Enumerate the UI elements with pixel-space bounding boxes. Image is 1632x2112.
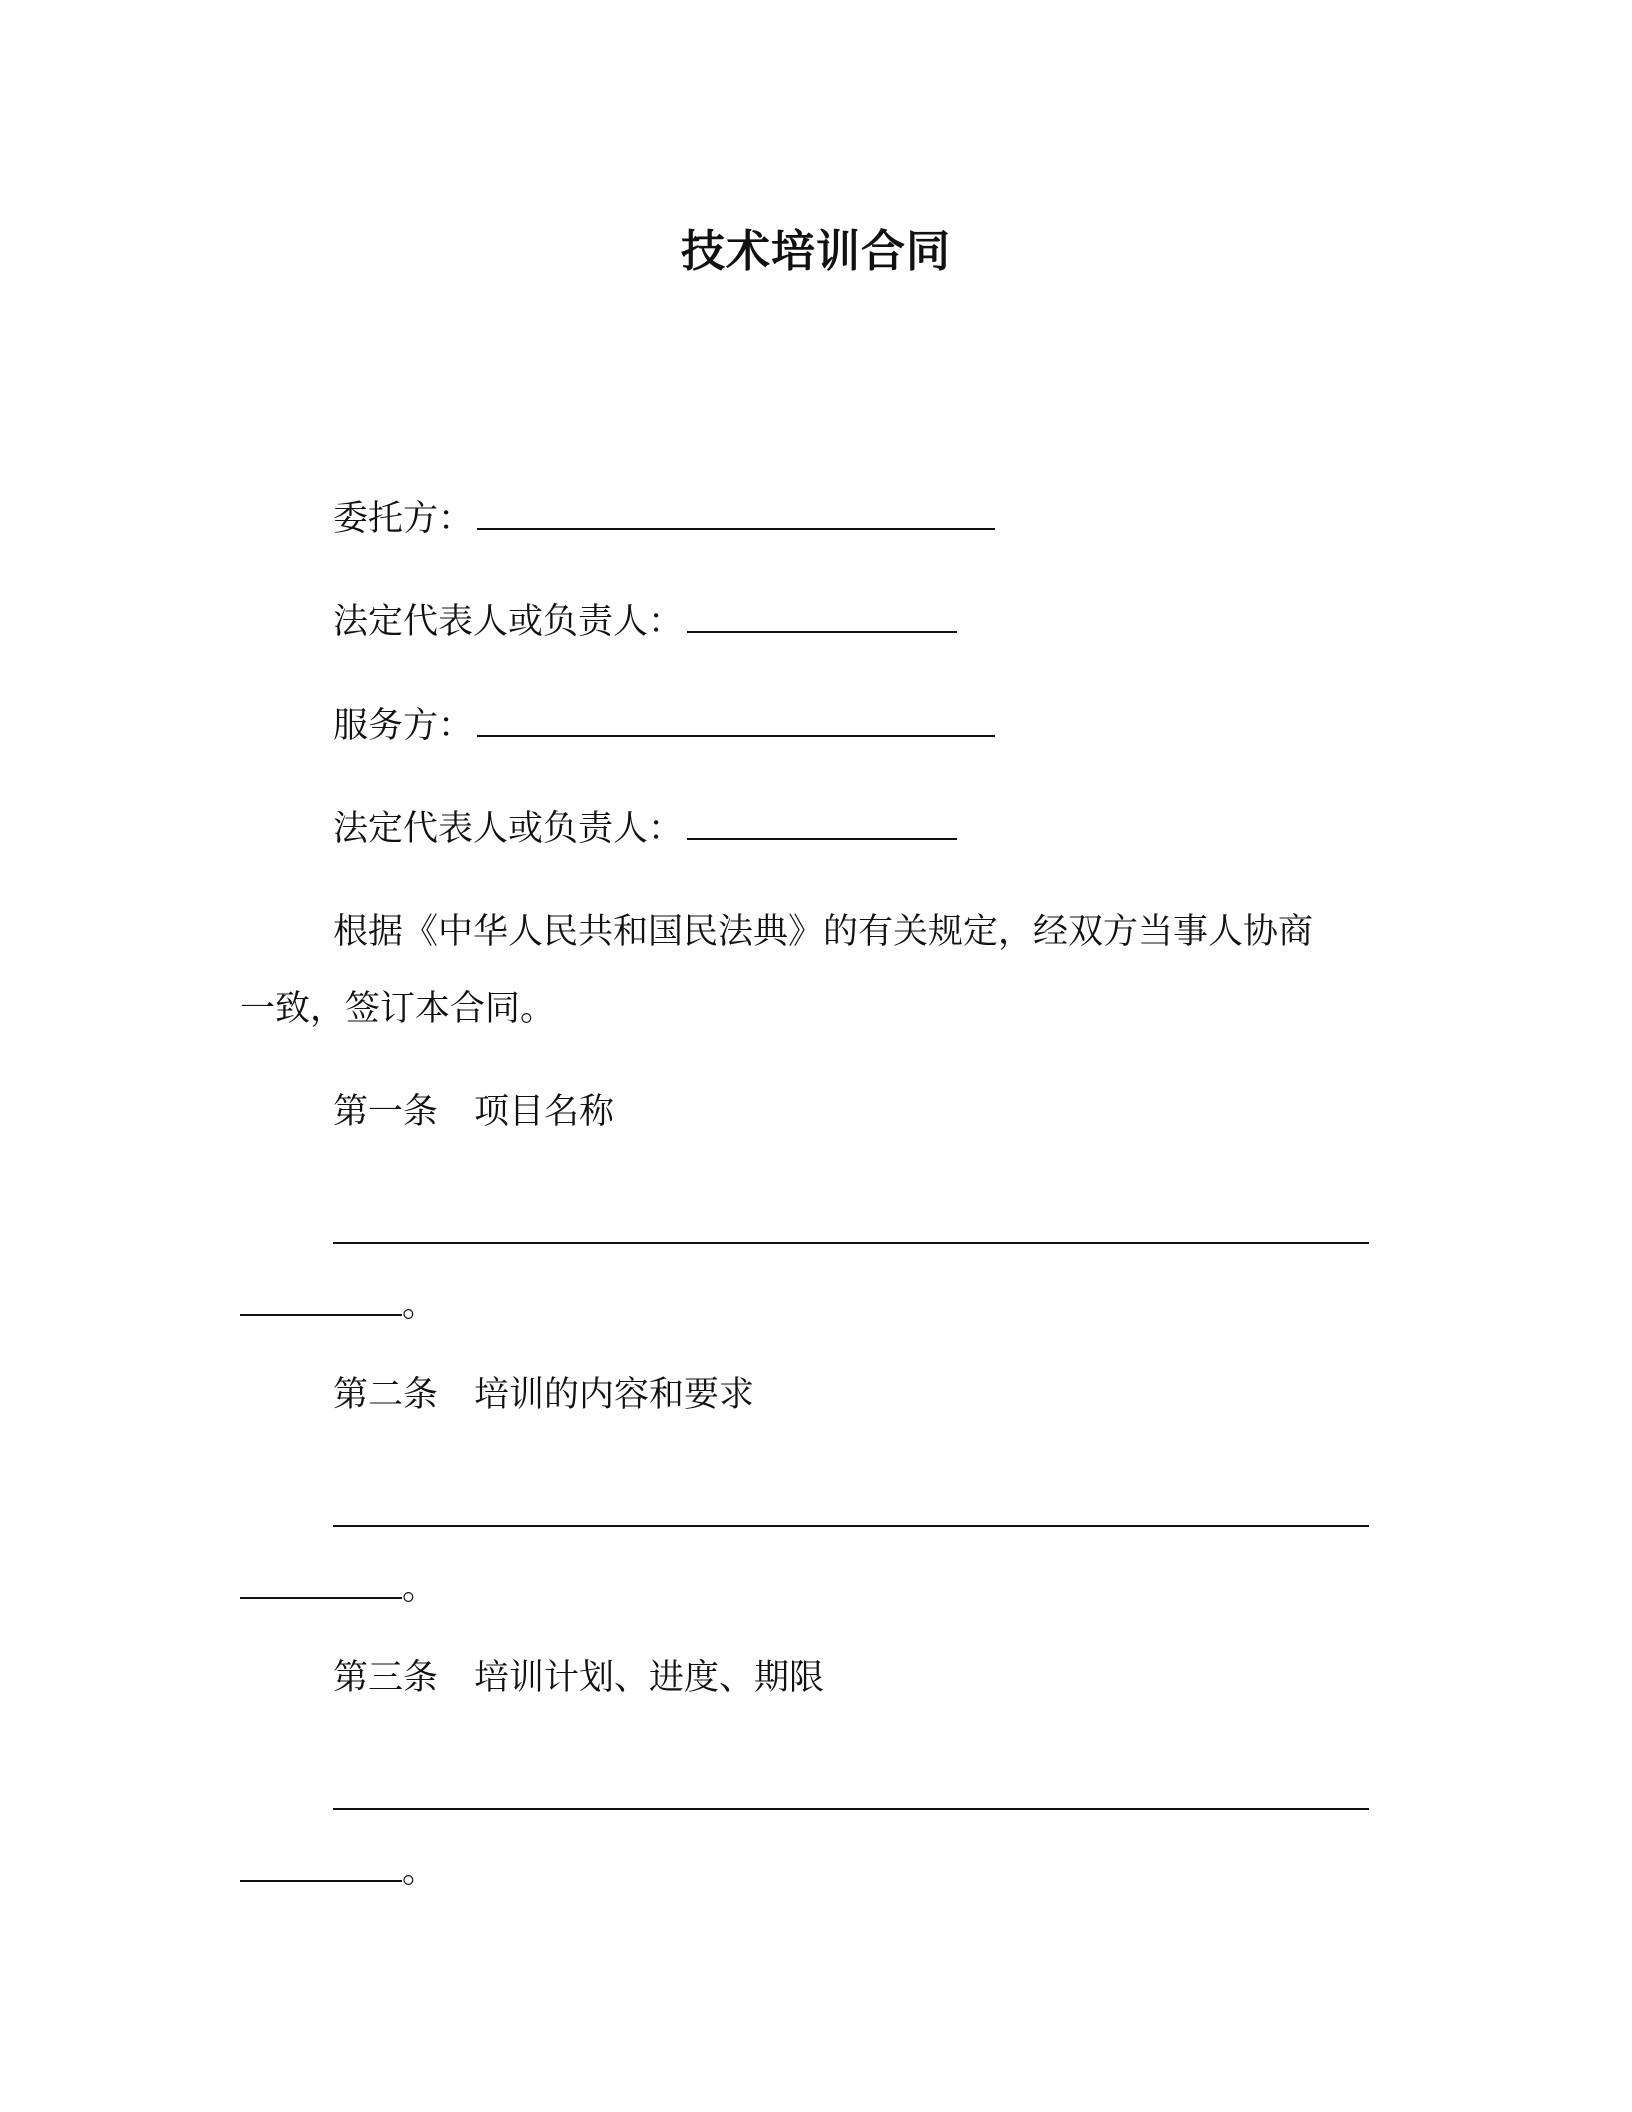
document-title: 技术培训合同 [681, 226, 951, 277]
article-2-title: 培训的内容和要求 [474, 1375, 755, 1415]
article-3-heading [333, 1654, 824, 1702]
party-provider [333, 701, 995, 750]
article-2-blank-line [333, 1491, 1369, 1540]
party-provider-blank[interactable] [477, 701, 995, 737]
party-client-representative-label: 法定代表人或负责人： [333, 602, 684, 642]
article-2-blank[interactable] [333, 1491, 1369, 1527]
party-client-representative [333, 597, 957, 646]
article-2-end-mark: 。 [402, 1568, 438, 1608]
article-3-title: 培训计划、进度、期限 [474, 1658, 825, 1698]
party-client-representative-blank[interactable] [687, 597, 957, 633]
article-3-blank-tail[interactable] [240, 1846, 402, 1882]
article-1-end-mark: 。 [402, 1285, 438, 1325]
article-1-blank[interactable] [333, 1208, 1369, 1244]
party-client-label: 委托方： [333, 499, 474, 539]
party-provider-representative [333, 804, 957, 853]
party-client [333, 494, 995, 543]
party-provider-label: 服务方： [333, 706, 474, 746]
article-2-blank-tail-line [240, 1563, 437, 1612]
article-1-blank-line [333, 1208, 1369, 1257]
party-provider-representative-label: 法定代表人或负责人： [333, 809, 684, 849]
article-1-heading [333, 1088, 614, 1136]
article-3-end-mark: 。 [402, 1851, 438, 1891]
article-2-blank-tail[interactable] [240, 1563, 402, 1599]
article-2-number: 第二条 [333, 1375, 439, 1415]
party-client-blank[interactable] [477, 494, 995, 530]
party-provider-representative-blank[interactable] [687, 804, 957, 840]
article-2-heading [333, 1371, 754, 1419]
article-3-blank-tail-line [240, 1846, 437, 1895]
article-1-blank-tail[interactable] [240, 1280, 402, 1316]
article-3-blank-line [333, 1774, 1369, 1823]
preamble-line-2: 一致，签订本合同。 [240, 989, 556, 1029]
article-3-number: 第三条 [333, 1658, 439, 1698]
article-1-blank-tail-line [240, 1280, 437, 1329]
article-1-number: 第一条 [333, 1092, 439, 1132]
preamble-line-1: 根据《中华人民共和国民法典》的有关规定，经双方当事人协商 [333, 912, 1314, 952]
article-3-blank[interactable] [333, 1774, 1369, 1810]
article-1-title: 项目名称 [474, 1092, 615, 1132]
